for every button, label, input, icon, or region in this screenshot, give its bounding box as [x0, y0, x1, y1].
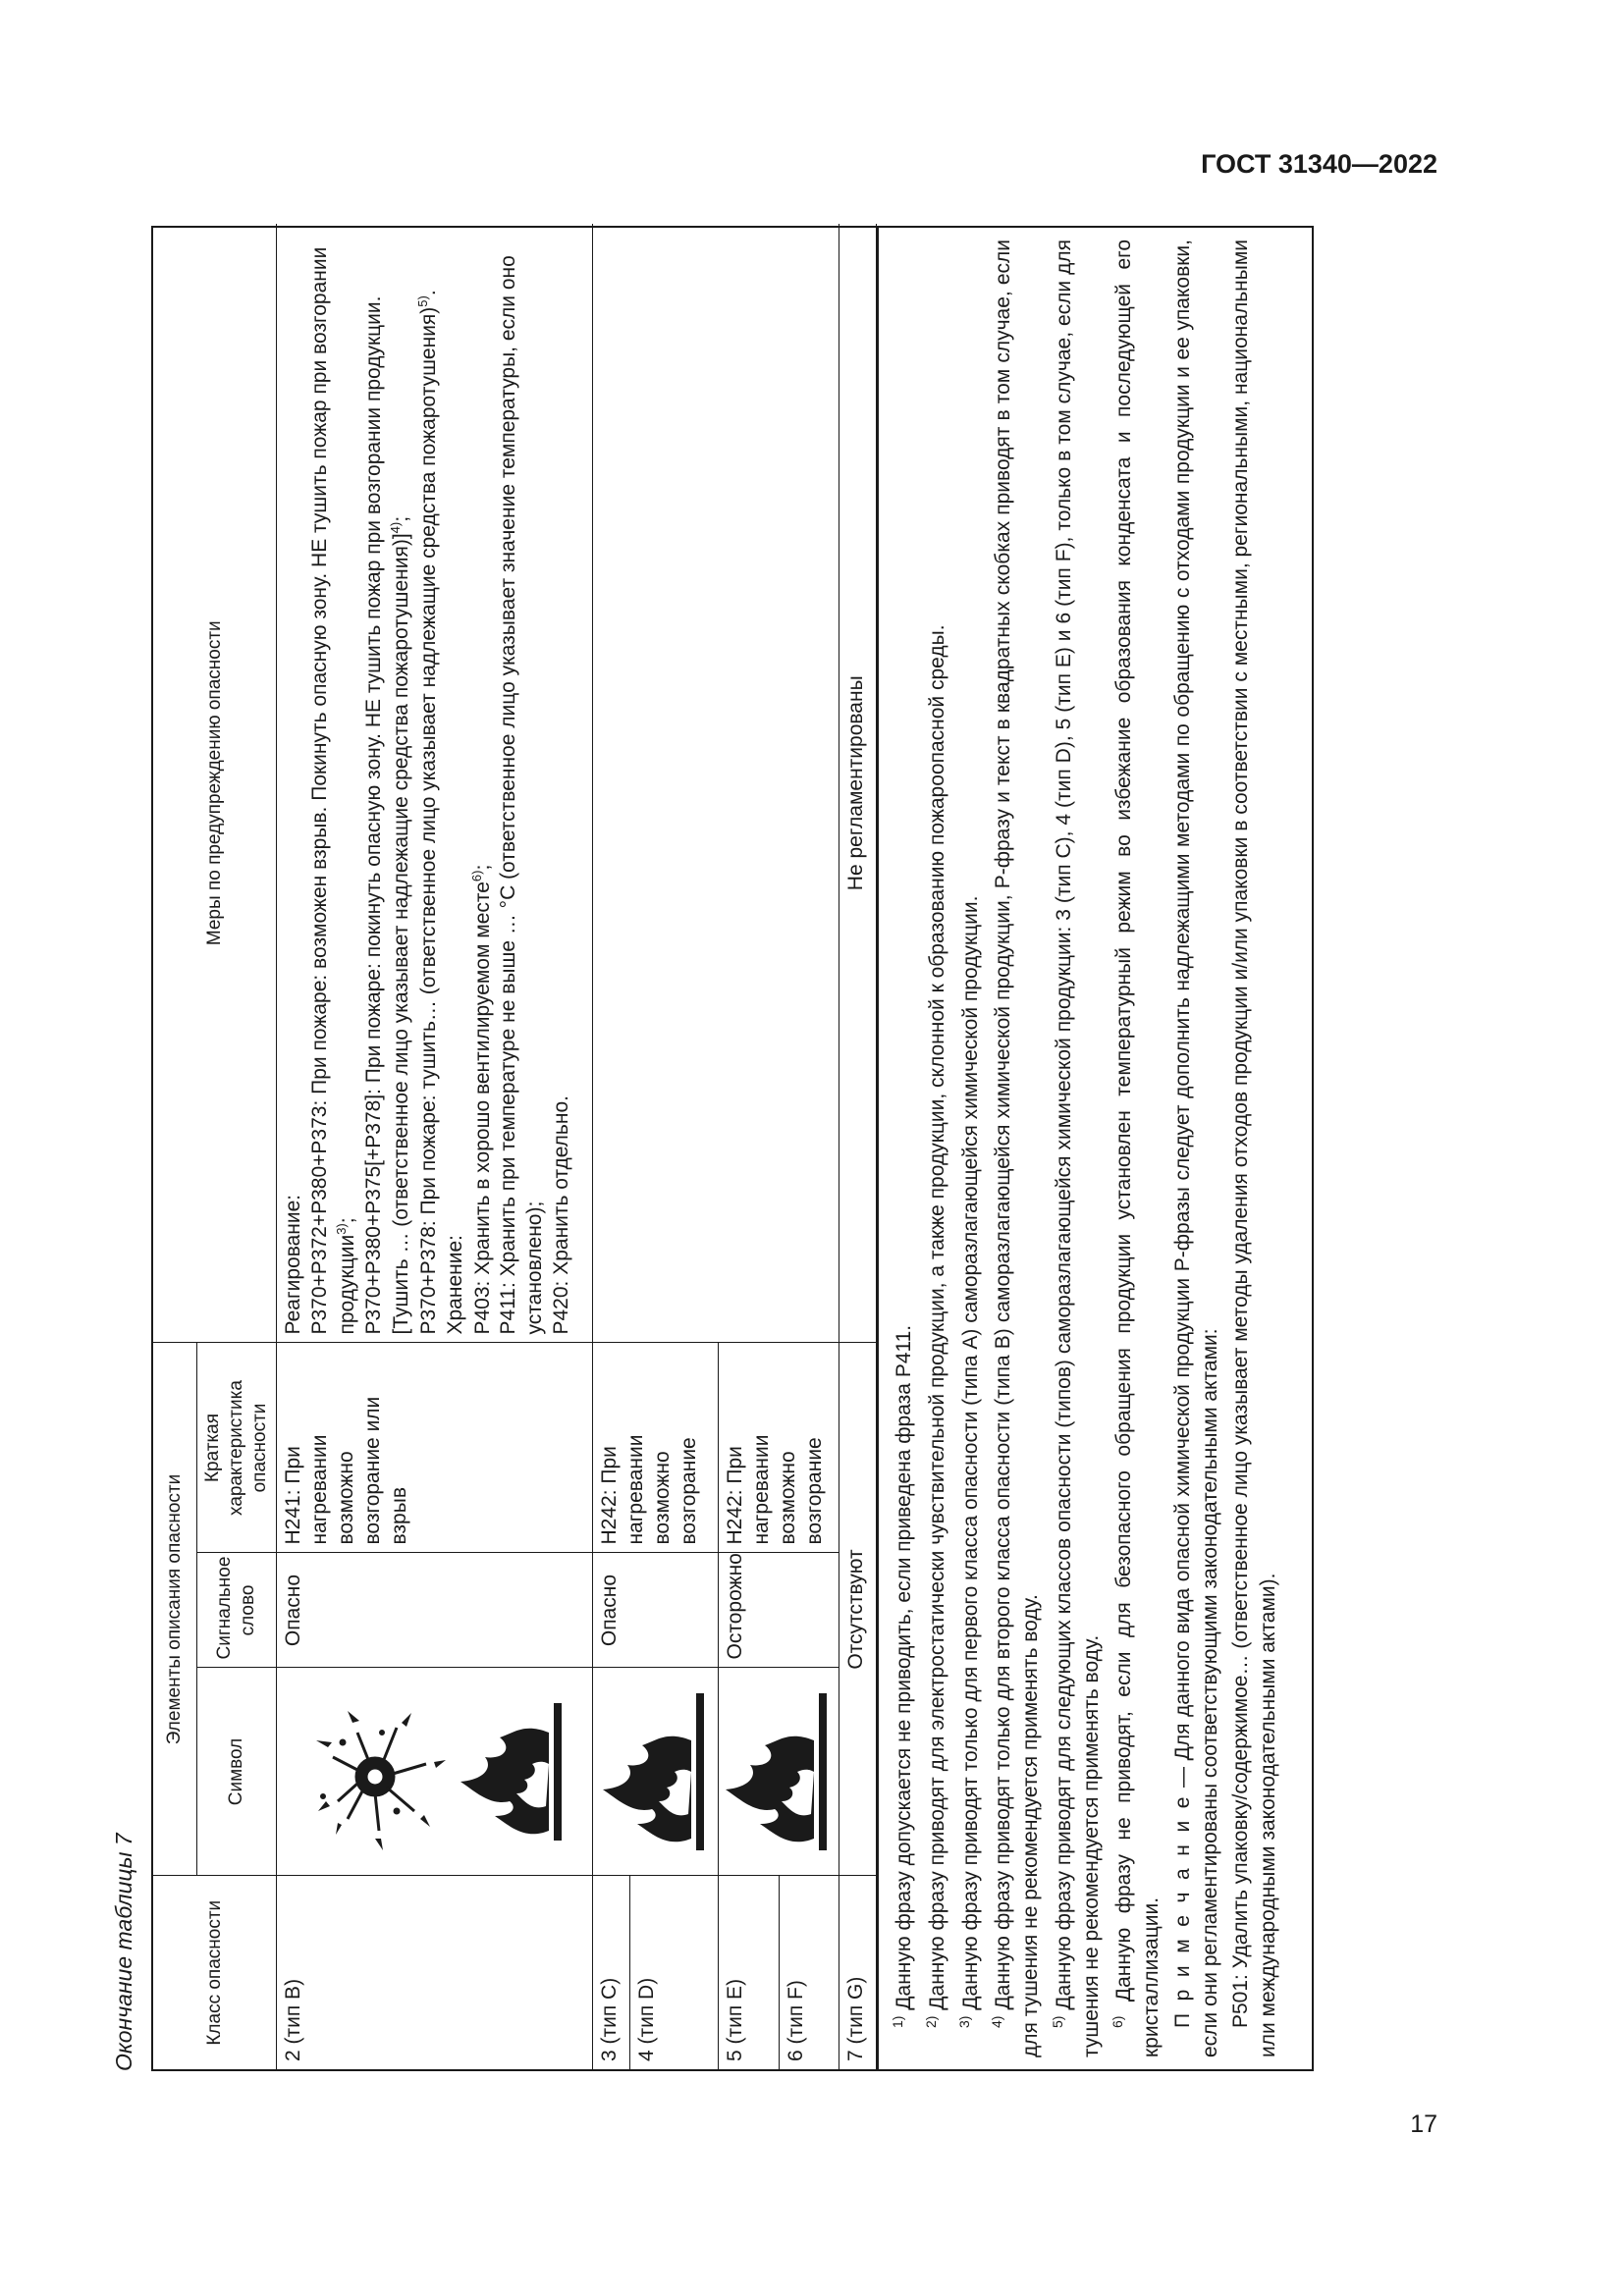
col-header-group: Элементы описания опасности — [153, 1343, 196, 1876]
symbol-cell — [719, 1668, 839, 1876]
measures-merged-cell — [593, 224, 839, 1343]
signal-word-cell: Опасно — [277, 1553, 593, 1668]
col-header-class: Класс опасности — [153, 1876, 277, 2069]
brief-cell: Н241: При нагревании возможно возгорание или взрыв — [277, 1343, 593, 1553]
page-number: 17 — [1410, 2110, 1437, 2138]
footnote: $^{1)}$ Данную фразу допускается не приводить, если приведена фраза Р411. — [890, 1324, 916, 2028]
measures-line: Р403: Хранить в хорошо вентилируемом месте$^{6)}$; — [468, 864, 494, 1335]
measures-line: Р370+Р380+Р375[+Р378]: При пожаре: покинуть опасную зону. НЕ тушить пожар при возгорании продукции. [Тушить … (ответственное лицо указывает надлежащие средства пожаротушения)]$^{4)}$; — [362, 295, 412, 1335]
table-row — [839, 224, 877, 2069]
col-header-brief: Краткая характеристика опасности — [196, 1343, 277, 1553]
brief-cell: Н242: При нагревании возможно возгорание — [719, 1343, 839, 1553]
document-id: ГОСТ 31340—2022 — [1201, 149, 1437, 179]
symbol-cell — [593, 1668, 719, 1876]
table-row — [593, 224, 630, 2069]
footnote: $^{3)}$ Данную фразу приводят только для первого класса опасности (типа А) саморазлагающейся химической продукции. — [955, 895, 982, 2028]
flame-over-line-icon — [721, 1683, 829, 1860]
table-row — [277, 224, 593, 2069]
signal-word-cell: Осторожно — [719, 1553, 839, 1668]
symbol-cell — [277, 1668, 593, 1876]
class-cell: 3 (тип С) — [593, 1876, 630, 2069]
note-p501: Р501: Удалить упаковку/содержимое… (ответственное лицо указывает методы удаления отходов продукции и/или упаковки в соответствии с местными, региональными, национальными или международными законодательными актами). — [1229, 240, 1279, 2057]
col-header-symbol: Символ — [196, 1668, 277, 1876]
absent-cell: Отсутствуют — [839, 1343, 877, 1876]
measures-cell — [277, 224, 593, 1343]
hazard-table — [153, 224, 877, 2069]
class-cell: 7 (тип G) — [839, 1876, 877, 2069]
measures-line: Р370+Р372+Р380+Р373: При пожаре: возможен взрыв. Покинуть опасную зону. НЕ тушить пожар при возгорании продукции$^{3)}$; — [308, 246, 359, 1335]
footnote: $^{4)}$ Данную фразу приводят только для второго класса опасности (типа В) саморазлагающейся химической продукции, Р-фразу и текст в квадратных скобках приводят в том случае, если для тушения не рекомендуется применять воду. — [989, 240, 1043, 2057]
class-cell: 2 (тип В) — [277, 1876, 593, 2069]
measures-line: Р411: Хранить при температуре не выше … °С (ответственное лицо указывает значение температуры, если оно установлено); — [497, 255, 547, 1335]
exploding-bomb-icon — [289, 1674, 573, 1870]
measures-line: Реагирование: — [282, 1194, 305, 1335]
rotated-table-sheet — [110, 226, 1318, 2071]
footnote: $^{5)}$ Данную фразу приводят для следующих классов опасности (типов) саморазлагающейся химической продукции: 3 (тип С), 4 (тип D), 5 (тип Е) и 6 (тип F), только в том случае, если для тушения не рекомендуется применять воду. — [1049, 240, 1103, 2057]
brief-cell: Н242: При нагревании возможно возгорание — [593, 1343, 719, 1553]
class-cell: 6 (тип F) — [779, 1876, 839, 2069]
measures-line: Р420: Хранить отдельно. — [550, 1095, 573, 1335]
note: П р и м е ч а н и е — Для данного вида опасной химической продукции Р-фразы следует дополнить надлежащими методами по обращению с отходами продукции и ее упаковки, если они регламентированы соответствующими законодательными актами: — [1170, 240, 1221, 2057]
signal-word-cell: Опасно — [593, 1553, 719, 1668]
class-cell: 4 (тип D) — [630, 1876, 719, 2069]
flame-over-line-icon — [598, 1683, 706, 1860]
col-header-signal: Сигнальное слово — [196, 1553, 277, 1668]
footnote: $^{2)}$ Данную фразу приводят для электростатически чувствительной продукции, а также продукции, склонной к образованию пожароопасной среды. — [923, 624, 949, 2028]
measures-line: Р370+Р378: При пожаре: тушить… (ответственное лицо указывает надлежащие средства пожаротушения)$^{5)}$. — [414, 290, 440, 1335]
footnote: $^{6)}$ Данную фразу не приводят, если для безопасного обращения продукции установлен температурный режим во избежание образования конденсата и последующей его кристаллизации. — [1110, 240, 1164, 2057]
col-header-measures: Меры по предупреждению опасности — [153, 224, 277, 1343]
table-caption: Окончание таблицы 7 — [111, 1833, 136, 2071]
not-regulated-cell: Не регламентированы — [839, 224, 877, 1343]
measures-line: Хранение: — [443, 1235, 466, 1335]
table-footnotes — [877, 228, 1291, 2069]
table-frame — [151, 226, 1314, 2071]
class-cell: 5 (тип Е) — [719, 1876, 779, 2069]
